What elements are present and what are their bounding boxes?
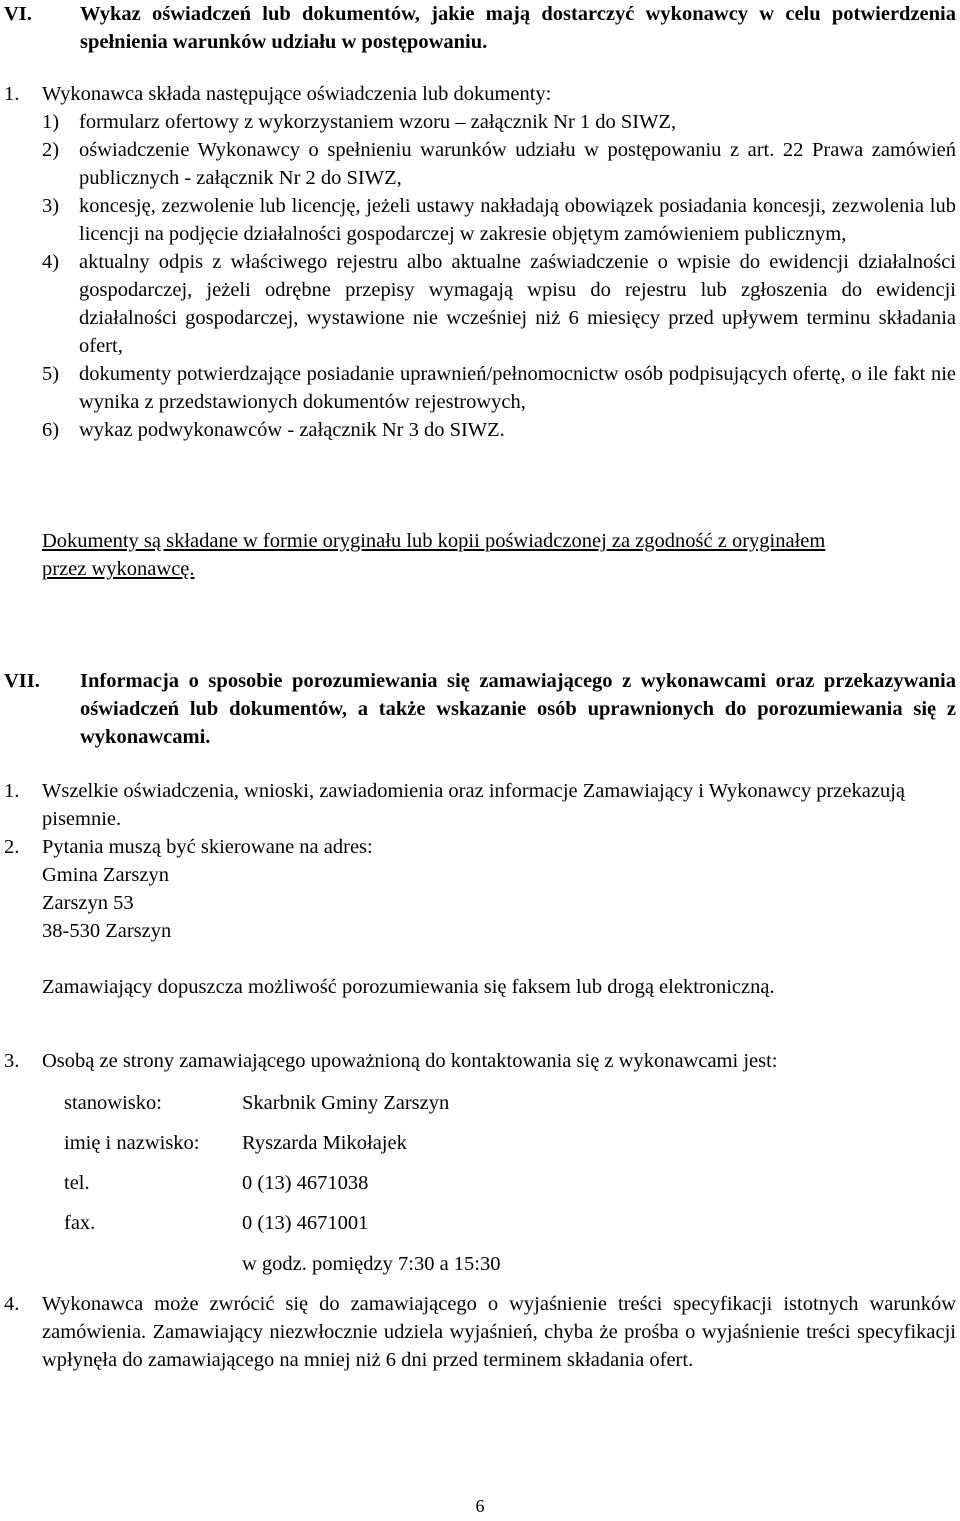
list-item-number: 3) [42,195,60,217]
list-item [42,248,956,360]
contact-label: fax. [64,1212,96,1234]
section-6-item-1-intro [4,80,956,108]
item-text: Osobą ze strony zamawiającego upoważnioną do kontaktowania się z wykonawcami jest: [42,1050,778,1072]
list-item-text: aktualny odpis z właściwego rejestru albo aktualne zaświadczenie o wpisie do ewidencji działalności gospodarczej, jeżeli odrębne przepisy wymagają wpisu do rejestru lub zgłoszenia do ewidencji działalności gospodarczej, wystawione nie wcześniej niż 6 miesięcy przed upływem terminu składania ofert, [79,251,956,357]
numbered-paragraph [4,1047,956,1075]
item-text: Wszelkie oświadczenia, wnioski, zawiadomienia oraz informacje Zamawiający i Wykonawcy przekazują pisemnie. [42,780,905,830]
address-line: Gmina Zarszyn [42,864,169,886]
list-item-text: oświadczenie Wykonawcy o spełnieniu warunków udziału w postępowaniu z art. 22 Prawa zamówień publicznych - załącznik Nr 2 do SIWZ, [79,139,956,189]
contact-value: Skarbnik Gminy Zarszyn [242,1092,450,1114]
page-number: 6 [475,1496,485,1516]
contact-value: Ryszarda Mikołajek [242,1132,407,1154]
list-item [42,416,956,444]
contact-method-note: Zamawiający dopuszcza możliwość porozumiewania się faksem lub drogą elektroniczną. [42,976,775,998]
section-7-item-2 [4,833,956,1001]
contact-value: 0 (13) 4671038 [242,1172,369,1194]
section-6-number: VI. [4,3,32,25]
list-item-number: 1) [42,111,60,133]
item-text: Wykonawca składa następujące oświadczenia lub dokumenty: [42,83,552,105]
list-item-text: koncesję, zezwolenie lub licencję, jeżeli ustawy nakładają obowiązek posiadania koncesji, zezwolenia lub licencji na podjęcie działalności gospodarczej w zakresie objętym zamówieniem publicznym, [79,195,956,245]
item-number: 2. [4,836,20,858]
contact-label: stanowisko: [64,1092,162,1114]
list-item [42,192,956,248]
contact-label: tel. [64,1172,90,1194]
section-6-item-1 [4,80,956,444]
address-line: Zarszyn 53 [42,892,134,914]
item-text: Wykonawca może zwrócić się do zamawiającego o wyjaśnienie treści specyfikacji istotnych warunków zamówienia. Zamawiający niezwłocznie udziela wyjaśnień, chyba że prośba o wyjaśnienie treści specyfikacji wpłynęła do zamawiającego na mniej niż 6 dni przed terminem składania ofert. [42,1293,956,1371]
address-line: 38-530 Zarszyn [42,920,172,942]
numbered-paragraph [4,833,956,861]
item-text: Pytania muszą być skierowane na adres: [42,836,373,858]
item-number: 1. [4,83,20,105]
list-item-number: 4) [42,251,60,273]
item-number: 4. [4,1293,20,1315]
documents-note: Dokumenty są składane w formie oryginału lub kopii poświadczonej za zgodność z oryginałem przez wykonawcę. [42,530,826,580]
contact-label: imię i nazwisko: [64,1132,200,1154]
list-item [42,108,956,136]
section-6-title: Wykaz oświadczeń lub dokumentów, jakie mają dostarczyć wykonawcy w celu potwierdzenia spełnienia warunków udziału w postępowaniu. [80,3,956,53]
section-7-item-4 [4,1290,956,1374]
section-6-heading [4,0,956,56]
numbered-paragraph [4,1290,956,1374]
list-item-text: formularz ofertowy z wykorzystaniem wzoru – załącznik Nr 1 do SIWZ, [79,111,677,133]
numbered-paragraph [4,777,956,833]
list-item-text: dokumenty potwierdzające posiadanie uprawnień/pełnomocnictw osób podpisujących ofertę, o ile fakt nie wynika z przedstawionych dokumentów rejestrowych, [79,363,956,413]
list-item [42,136,956,192]
section-7-heading [4,667,956,751]
contact-hours: w godz. pomiędzy 7:30 a 15:30 [242,1253,501,1275]
list-item-text: wykaz podwykonawców - załącznik Nr 3 do SIWZ. [79,419,505,441]
list-item-number: 5) [42,363,60,385]
list-item-number: 6) [42,419,60,441]
section-7-title: Informacja o sposobie porozumiewania się zamawiającego z wykonawcami oraz przekazywania oświadczeń lub dokumentów, a także wskazanie osób uprawnionych do porozumiewania się z wykonawcami. [80,670,956,748]
section-7-item-1 [4,777,956,833]
item-number: 3. [4,1050,20,1072]
item-number: 1. [4,780,20,802]
section-7-item-3 [4,1047,956,1075]
list-item-number: 2) [42,139,60,161]
section-7-number: VII. [4,670,40,692]
contact-value: 0 (13) 4671001 [242,1212,369,1234]
list-item [42,360,956,416]
